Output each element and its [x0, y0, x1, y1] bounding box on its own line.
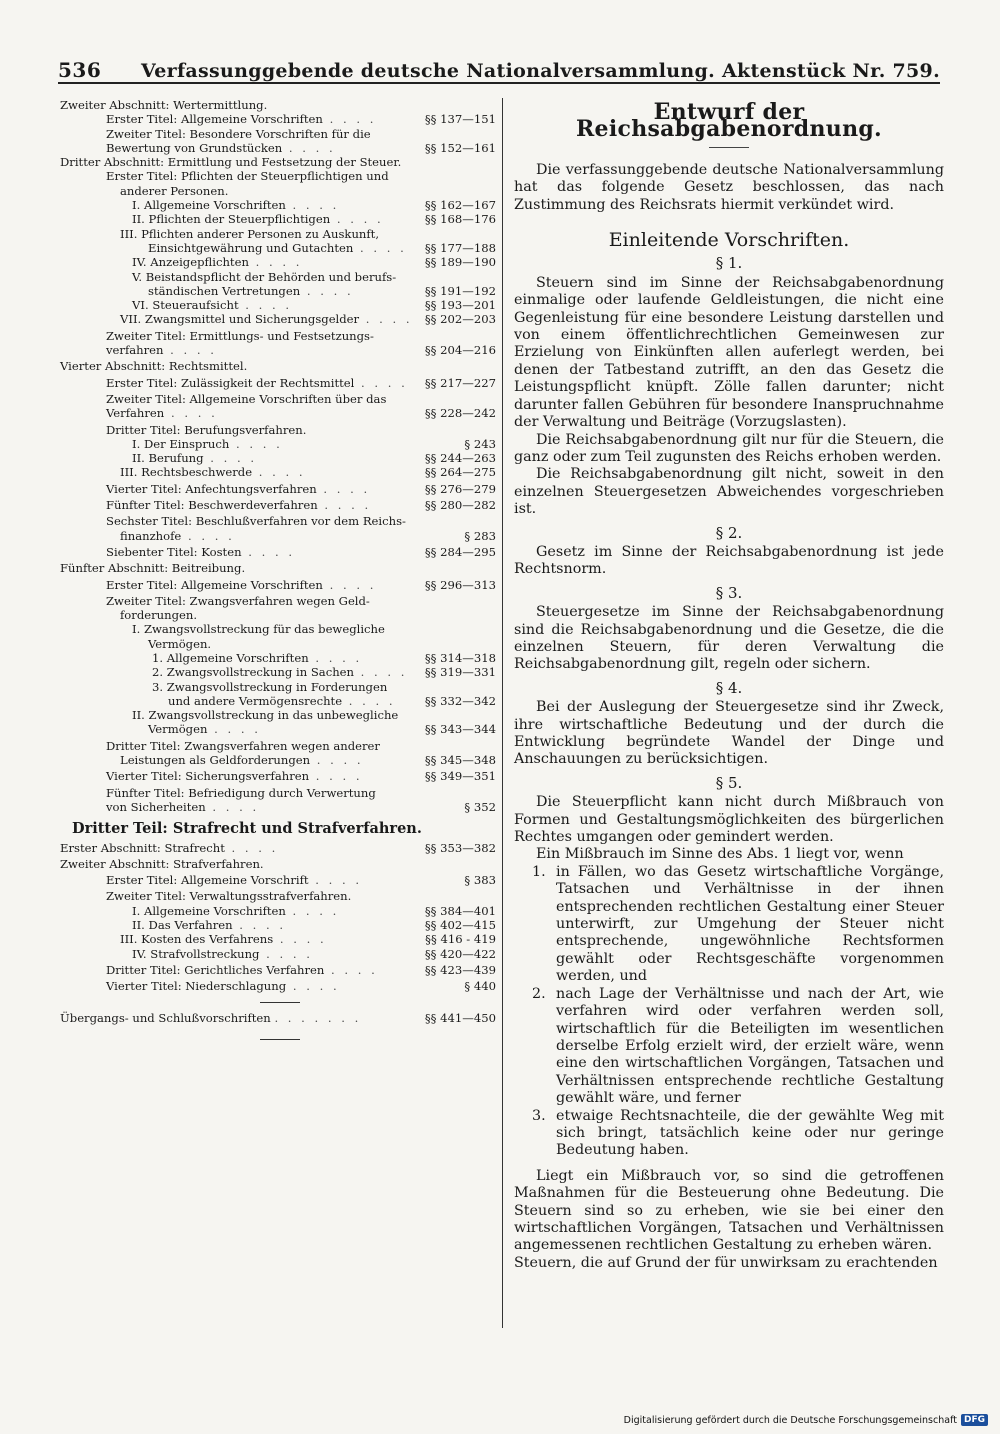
dot-leader: . . . .: [342, 693, 396, 708]
dot-leader: . . . .: [354, 375, 408, 390]
toc-entry: [60, 212, 496, 226]
toc-entry-pages: §§ 423—439: [424, 962, 496, 977]
toc-entry-text: I. Allgemeine Vorschriften: [132, 198, 286, 213]
toc-entry-pages: §§ 204—216: [424, 343, 496, 358]
toc-entry-pages: §§ 345—348: [424, 753, 496, 768]
toc-entry-pages: §§ 314—318: [424, 650, 496, 665]
toc-entry: [60, 227, 496, 241]
dot-leader: . . . .: [203, 451, 258, 466]
paragraph-number: § 5.: [715, 773, 743, 792]
toc-entry-text: forderungen.: [120, 608, 198, 623]
list-item: [514, 1108, 944, 1160]
list-item-text: in Fällen, wo das Gesetz wirtschaftliche Vorgänge, Tatsachen und Verhältnisse in der ihnen entsprechenden rechtlichen Gestaltung einer Steuer unterwirft, zur Umgehung der Steuer nicht entsprechende, ungewöhnliche Rechtsformen gewählt oder Rechtsgeschäfte vorgenommen werden, und: [556, 863, 944, 985]
dot-leader: . . . .: [282, 140, 336, 155]
toc-entry-pages: §§ 162—167: [424, 198, 496, 213]
toc-entry-pages: §§ 402—415: [424, 918, 496, 933]
dot-leader: . . . .: [353, 240, 407, 255]
toc-entry: [60, 608, 496, 622]
toc-entry: [60, 141, 496, 155]
dot-leader: . . . .: [224, 840, 279, 855]
toc-entry: [60, 545, 496, 559]
toc-entry-text: Fünfter Titel: Befriedigung durch Verwertung: [106, 785, 376, 800]
toc-entry-pages: §§ 202—203: [424, 312, 496, 327]
toc-entry: [60, 694, 496, 708]
toc-entry-text: I. Der Einspruch: [132, 436, 230, 451]
toc-entry-text: Leistungen als Geldforderungen: [120, 753, 311, 768]
toc-entry-text: Dritter Titel: Zwangsverfahren wegen anderer: [106, 738, 380, 753]
toc-entry-text: von Sicherheiten: [106, 799, 206, 814]
toc-entry: [60, 376, 496, 390]
toc-entry-pages: §§ 420—422: [424, 946, 496, 961]
toc-entry-text: Erster Abschnitt: Strafrecht: [60, 840, 225, 855]
toc-entry-text: Vierter Titel: Niederschlagung: [106, 979, 287, 994]
paragraph-text: Gesetz im Sinne der Reichsabgabenordnung ist jede Rechtsnorm.: [514, 543, 944, 578]
toc-entry-text: IV. Strafvollstreckung: [132, 946, 260, 961]
toc-entry-text: III. Rechtsbeschwerde: [120, 465, 253, 480]
toc-entry-text: Zweiter Abschnitt: Strafverfahren.: [60, 856, 264, 871]
dot-leader: . . . .: [273, 932, 327, 947]
toc-entry-pages: §§ 152—161: [424, 140, 496, 155]
toc-entry: [60, 392, 496, 406]
toc-entry: [60, 241, 496, 255]
toc-entry-text: verfahren: [106, 343, 164, 358]
toc-entry-pages: §§ 264—275: [424, 465, 496, 480]
toc-entry-text: V. Beistandspflicht der Behörden und berufs-: [132, 269, 397, 284]
dot-leader: . . . .: [324, 962, 378, 977]
list-item-text: nach Lage der Verhältnisse und nach der Art, wie verfahren wird oder verfahren werden soll, wirtschaftlich für die Beteiligten im wesentlichen derselbe Erfolg erzielt wird, der erzielt wäre, wenn eine den wirtschaftlichen Vorgängen, Tatsachen und Verhältnissen entsprechende rechtliche Gestaltung gewählt wäre, und ferner: [556, 985, 944, 1107]
toc-entry-pages: §§ 191—192: [424, 283, 496, 298]
toc-entry: [60, 498, 496, 512]
part-title: Strafrecht und Strafverfahren.: [172, 820, 422, 838]
toc-entry-pages: §§ 416 - 419: [425, 932, 496, 947]
list-item: [514, 864, 944, 986]
table-of-contents-column: [60, 98, 496, 1048]
toc-part-2: [60, 98, 496, 814]
paragraph-text: Steuern sind im Sinne der Reichsabgabenordnung einmalige oder laufende Geldleistungen, die nicht eine Gegenleistung für eine besondere Leistung darstellen und von einem öffentlichrechtlichen Gemeinwesen zur Erzielung von Einkünften allen auferlegt werden, bei denen der Tatbestand zutrifft, an den das Gesetz die Leistungspflicht knüpft. Zölle fallen darunter; nicht darunter fallen Gebühren für besondere Inanspruchnahme der Verwaltung und Beiträge (Vorzugslasten).: [514, 274, 944, 431]
toc-entry-text: I. Allgemeine Vorschriften: [132, 903, 286, 918]
toc-entry-text: Dritter Titel: Berufungsverfahren.: [106, 422, 307, 437]
toc-part-3: [60, 841, 496, 994]
list-item-number: 1.: [532, 863, 546, 880]
toc-entry: [60, 889, 496, 903]
toc-entry-text: I. Zwangsvollstreckung für das bewegliche: [132, 622, 385, 637]
toc-entry: [60, 857, 496, 871]
toc-entry-pages: § 243: [464, 436, 496, 451]
toc-entry-pages: §§ 284—295: [424, 544, 496, 559]
toc-entry: [60, 722, 496, 736]
toc-entry-text: Zweiter Titel: Ermittlungs- und Festsetzungs-: [106, 328, 374, 343]
toc-entry-text: Einsichtgewährung und Gutachten: [148, 240, 354, 255]
dot-leader: . . . .: [241, 544, 296, 559]
toc-entry-pages: § 283: [464, 528, 496, 543]
toc-entry-pages: §§ 280—282: [424, 498, 496, 513]
toc-entry: [60, 127, 496, 141]
paragraph-text: Liegt ein Mißbrauch vor, so sind die getroffenen Maßnahmen für die Besteuerung ohne Bedeutung. Die Steuern sind so zu erheben, wie sie bei einer den wirtschaftlichen Vorgängen, Tatsachen und Verhältnissen angemessenen rechtlichen Gestaltung zu erheben wären.: [514, 1167, 944, 1254]
toc-entry-text: Erster Titel: Zulässigkeit der Rechtsmittel: [106, 375, 355, 390]
toc-entry-text: Vierter Titel: Sicherungsverfahren: [106, 769, 310, 784]
toc-entry-pages: § 383: [464, 873, 496, 888]
toc-entry-pages: § 352: [464, 799, 496, 814]
toc-entry-text: Vermögen: [148, 722, 208, 737]
toc-entry-text: II. Zwangsvollstreckung in das unbewegliche: [132, 708, 399, 723]
toc-entry-text: Zweiter Titel: Allgemeine Vorschriften über das: [106, 391, 387, 406]
toc-entry-pages: §§ 168—176: [424, 212, 496, 227]
dot-leader: . . . .: [359, 312, 413, 327]
column-rule: [502, 98, 503, 1328]
toc-entry-text: anderer Personen.: [120, 183, 229, 198]
toc-entry-pages: § 440: [464, 979, 496, 994]
toc-entry: [60, 800, 496, 814]
enacting-clause: Die verfassunggebende deutsche Nationalversammlung hat das folgende Gesetz beschlossen, das nach Zustimmung des Reichsrats hiermit verkündet wird.: [514, 161, 944, 213]
toc-entry: [60, 753, 496, 767]
toc-entry-pages: §§ 137—151: [424, 112, 496, 127]
dot-leader: . . . .: [238, 298, 293, 313]
dot-leader: . . . .: [285, 903, 340, 918]
page-header: [58, 52, 940, 84]
dot-leader: . . . .: [354, 665, 408, 680]
toc-entry-text: ständischen Vertretungen: [148, 283, 301, 298]
list-item-number: 2.: [532, 985, 546, 1002]
toc-entry-pages: §§ 276—279: [424, 481, 496, 496]
enumerated-list: [514, 864, 944, 1160]
dot-leader: . . . .: [248, 255, 303, 270]
toc-entry-text: Bewertung von Grundstücken: [106, 140, 283, 155]
toc-entry-text: Verfahren: [106, 406, 165, 421]
dot-leader: . . . .: [322, 112, 377, 127]
paragraph-number: § 2.: [715, 523, 743, 542]
toc-entry-text: II. Das Verfahren: [132, 918, 233, 933]
dot-leader: . . . .: [229, 436, 283, 451]
dot-leader: . . . .: [316, 481, 371, 496]
toc-entry: [60, 437, 496, 451]
toc-entry-pages: §§ 353—382: [424, 840, 496, 855]
toc-entry-text: III. Pflichten anderer Personen zu Auskunft,: [120, 226, 380, 241]
toc-entry-pages: §§ 228—242: [424, 406, 496, 421]
list-item: [514, 986, 944, 1108]
toc-entry: [60, 739, 496, 753]
toc-entry: [60, 359, 496, 373]
dot-leader: . . . . . . .: [274, 1010, 362, 1025]
paragraph-text: Bei der Auslegung der Steuergesetze sind ihr Zweck, ihre wirtschaftliche Bedeutung und der durch die Entwicklung begründete Wandel der Dinge und Anschauungen zu berücksichtigen.: [514, 699, 944, 768]
toc-entry: [60, 284, 496, 298]
toc-entry-pages: §§ 189—190: [424, 255, 496, 270]
toc-entry-text: 2. Zwangsvollstreckung in Sachen: [152, 665, 354, 680]
toc-entry: [60, 198, 496, 212]
toc-entry-pages: §§ 177—188: [424, 240, 496, 255]
toc-entry: [60, 169, 496, 183]
toc-entry: [60, 979, 496, 993]
toc-entry-pages: §§ 349—351: [424, 769, 496, 784]
toc-entry: [60, 841, 496, 855]
part-heading-dritter-teil: [60, 822, 496, 836]
toc-entry-text: Dritter Titel: Gerichtliches Verfahren: [106, 962, 325, 977]
toc-entry: [60, 786, 496, 800]
paragraph-number: § 1.: [715, 254, 743, 273]
toc-entry: [60, 904, 496, 918]
toc-entry: [60, 423, 496, 437]
toc-entry: [60, 932, 496, 946]
toc-entry-text: Fünfter Titel: Beschwerdeverfahren: [106, 498, 318, 513]
toc-entry: [60, 482, 496, 496]
dot-leader: . . . .: [330, 212, 384, 227]
toc-entry: [60, 708, 496, 722]
footer-text: Digitalisierung gefördert durch die Deutsche Forschungsgemeinschaft: [623, 1414, 957, 1426]
toc-entry: [60, 561, 496, 575]
paragraph-text: Ein Mißbrauch im Sinne des Abs. 1 liegt vor, wenn: [536, 846, 904, 863]
dot-leader: . . . .: [286, 979, 340, 994]
toc-entry-text: Zweiter Abschnitt: Wertermittlung.: [60, 98, 268, 112]
toc-entry: [60, 769, 496, 783]
toc-entry-text: II. Berufung: [132, 451, 204, 466]
paragraph-number: § 3.: [715, 583, 743, 602]
list-item-text: etwaige Rechtsnachteile, die der gewählte Weg mit sich bringt, tatsächlich keine oder nur geringe Bedeutung haben.: [556, 1107, 944, 1159]
toc-entry-schluss: [60, 1011, 496, 1025]
toc-entry-text: Erster Titel: Allgemeine Vorschrift: [106, 873, 309, 888]
toc-entry-text: finanzhofe: [120, 528, 182, 543]
paragraph-text: Die Reichsabgabenordnung gilt nicht, soweit in den einzelnen Steuergesetzen Abweichendes vorgeschrieben ist.: [514, 466, 944, 518]
toc-entry-text: 1. Allgemeine Vorschriften: [152, 650, 309, 665]
toc-entry: [60, 665, 496, 679]
toc-entry-pages: §§ 244—263: [424, 451, 496, 466]
divider: [260, 1002, 300, 1003]
toc-entry: [60, 873, 496, 887]
toc-entry-text: Erster Titel: Allgemeine Vorschriften: [106, 112, 323, 127]
paragraph-text: Steuergesetze im Sinne der Reichsabgabenordnung sind die Reichsabgabenordnung und die Gesetze, die die einzelnen Steuern, für deren Verwaltung die Reichsabgabenordnung gilt, regeln oder sichern.: [514, 604, 944, 673]
dot-leader: . . . .: [309, 769, 363, 784]
dot-leader: . . . .: [300, 283, 354, 298]
toc-entry-text: 3. Zwangsvollstreckung in Forderungen: [152, 679, 388, 694]
toc-entry: [60, 270, 496, 284]
toc-entry: [60, 637, 496, 651]
toc-entry: [60, 578, 496, 592]
dot-leader: . . . .: [285, 198, 340, 213]
paragraph-text: Steuern, die auf Grund der für unwirksam zu erachtenden: [514, 1254, 938, 1271]
dot-leader: . . . .: [164, 406, 218, 421]
dot-leader: . . . .: [181, 528, 235, 543]
part-label: Dritter Teil:: [72, 820, 168, 838]
toc-entry-text: Vermögen.: [148, 636, 212, 651]
list-item-number: 3.: [532, 1107, 546, 1124]
toc-entry-text: IV. Anzeigepflichten: [132, 255, 249, 270]
paragraph-text: Die Reichsabgabenordnung gilt nur für die Steuern, die ganz oder zum Teil zugunsten des Reichs erhoben werden.: [514, 431, 944, 465]
dot-leader: . . . .: [259, 946, 313, 961]
toc-entry-text: Erster Titel: Pflichten der Steuerpflichtigen und: [106, 169, 389, 184]
toc-entry: [60, 465, 496, 479]
toc-entry: [60, 529, 496, 543]
toc-entry-pages: §§ 296—313: [424, 577, 496, 592]
toc-entry-text: VI. Steueraufsicht: [132, 298, 239, 313]
toc-entry-text: VII. Zwangsmittel und Sicherungsgelder: [120, 312, 360, 327]
toc-entry-text: Zweiter Titel: Besondere Vorschriften für die: [106, 126, 371, 141]
toc-entry-text: Zweiter Titel: Zwangsverfahren wegen Geld-: [106, 593, 370, 608]
document-title: Entwurf der Reichsabgabenordnung.: [575, 99, 883, 143]
toc-entry-text: Siebenter Titel: Kosten: [106, 544, 242, 559]
dot-leader: . . . .: [308, 650, 363, 665]
toc-entry-text: Fünfter Abschnitt: Beitreibung.: [60, 561, 246, 576]
toc-entry: [60, 918, 496, 932]
section-heading: Einleitende Vorschriften.: [608, 229, 850, 252]
dfg-logo: DFG: [961, 1414, 988, 1426]
toc-entry-text: Vierter Titel: Anfechtungsverfahren: [106, 481, 317, 496]
toc-entry-pages: §§ 332—342: [424, 693, 496, 708]
digitization-footer: [624, 1414, 988, 1426]
toc-entry: [60, 963, 496, 977]
toc-entry: [60, 155, 496, 169]
running-title: Verfassunggebende deutsche Nationalversammlung. Aktenstück Nr. 759.: [140, 60, 940, 82]
toc-entry: [60, 329, 496, 343]
toc-entry: [60, 343, 496, 357]
toc-entry: [60, 255, 496, 269]
toc-entry-text: Zweiter Titel: Verwaltungsstrafverfahren.: [106, 889, 352, 904]
dot-leader: . . . .: [205, 799, 260, 814]
toc-entry-pages: §§ 217—227: [424, 375, 496, 390]
dot-leader: . . . .: [322, 577, 377, 592]
toc-entry-text: Übergangs- und Schlußvorschriften: [60, 1010, 271, 1025]
paragraph-number: § 4.: [715, 678, 743, 697]
toc-entry-text: Erster Titel: Allgemeine Vorschriften: [106, 577, 323, 592]
toc-entry: [60, 514, 496, 528]
toc-entry: [60, 112, 496, 126]
dot-leader: . . . .: [207, 722, 261, 737]
toc-entry-text: Vierter Abschnitt: Rechtsmittel.: [60, 359, 248, 374]
dot-leader: . . . .: [308, 873, 363, 888]
dot-leader: . . . .: [232, 918, 287, 933]
toc-entry: [60, 947, 496, 961]
toc-entry: [60, 184, 496, 198]
toc-entry-pages: §§ 441—450: [424, 1010, 496, 1025]
toc-entry-text: II. Pflichten der Steuerpflichtigen: [132, 212, 331, 227]
title-rule: [709, 147, 749, 148]
toc-entry: [60, 594, 496, 608]
toc-entry: [60, 98, 496, 112]
dot-leader: . . . .: [252, 465, 306, 480]
toc-entry: [60, 622, 496, 636]
page-number: 536: [58, 58, 102, 82]
toc-entry: [60, 651, 496, 665]
toc-entry: [60, 680, 496, 694]
toc-entry: [60, 312, 496, 326]
toc-entry-pages: §§ 319—331: [424, 665, 496, 680]
toc-entry-text: Dritter Abschnitt: Ermittlung und Festsetzung der Steuer.: [60, 155, 402, 170]
toc-entry-text: III. Kosten des Verfahrens: [120, 932, 274, 947]
toc-entry: [60, 298, 496, 312]
law-text-column: [514, 100, 944, 1272]
toc-entry-pages: §§ 343—344: [424, 722, 496, 737]
toc-entry: [60, 406, 496, 420]
dot-leader: . . . .: [317, 498, 372, 513]
dot-leader: . . . .: [310, 753, 364, 768]
toc-entry-pages: §§ 384—401: [424, 903, 496, 918]
toc-entry-text: Sechster Titel: Beschlußverfahren vor dem Reichs-: [106, 514, 406, 529]
dot-leader: . . . .: [163, 343, 217, 358]
divider: [260, 1039, 300, 1040]
toc-entry: [60, 451, 496, 465]
paragraph-text: Die Steuerpflicht kann nicht durch Mißbrauch von Formen und Gestaltungsmöglichkeiten des bürgerlichen Rechtes umgangen oder gemindert werden.: [514, 794, 944, 846]
toc-entry-text: und andere Vermögensrechte: [168, 693, 343, 708]
toc-entry-pages: §§ 193—201: [424, 298, 496, 313]
